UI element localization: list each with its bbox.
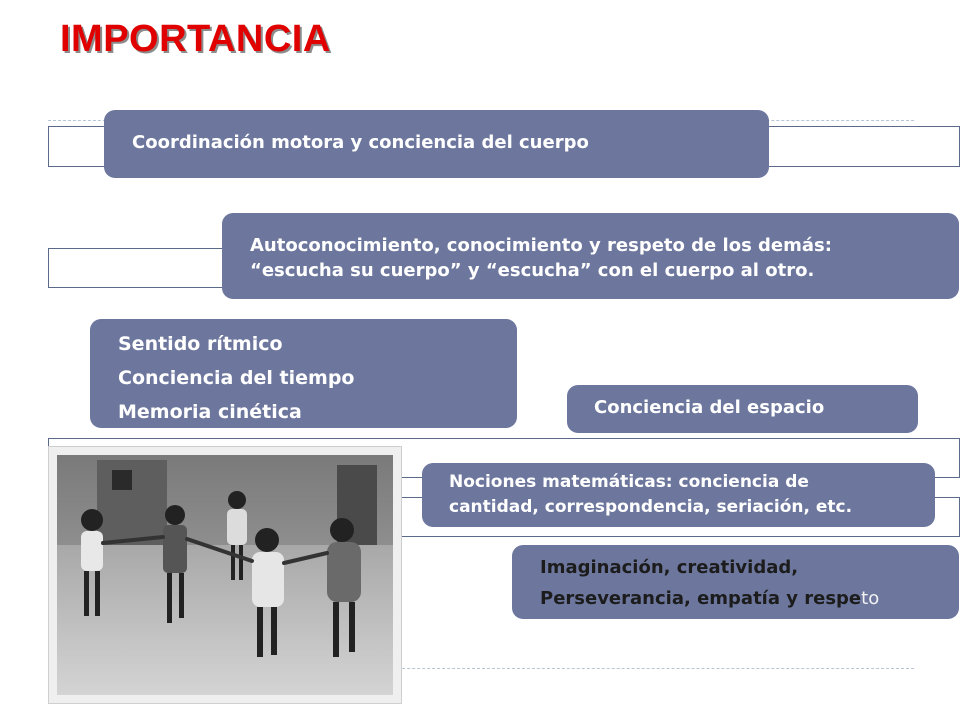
box-coordination xyxy=(104,110,769,178)
imagination-line-2-tail: to xyxy=(861,588,880,609)
rhythm-item-2: Conciencia del tiempo xyxy=(118,367,355,389)
box-rhythm xyxy=(90,319,517,428)
box-self-knowledge xyxy=(222,213,959,299)
photo-illustration xyxy=(57,455,393,695)
imagination-line-2-main: Perseverancia, empatía y respe xyxy=(540,588,862,609)
box-imagination xyxy=(512,545,959,619)
box-space xyxy=(567,385,918,433)
math-line-1: Nociones matemáticas: conciencia de xyxy=(449,472,809,492)
rhythm-item-3: Memoria cinética xyxy=(118,401,302,423)
self-knowledge-line-1: Autoconocimiento, conocimiento y respeto de los demás: xyxy=(250,235,832,256)
box-math xyxy=(422,463,935,527)
space-text: Conciencia del espacio xyxy=(594,397,825,418)
math-line-2: cantidad, correspondencia, seriación, etc. xyxy=(449,497,853,517)
outline-bar-2 xyxy=(48,248,238,288)
page-title: IMPORTANCIA xyxy=(60,18,331,60)
imagination-line-2 xyxy=(540,583,959,614)
imagination-line-1: Imaginación, creatividad, xyxy=(540,557,799,578)
coordination-text: Coordinación motora y conciencia del cuerpo xyxy=(132,132,589,153)
rhythm-item-1: Sentido rítmico xyxy=(118,333,283,355)
children-playing-photo xyxy=(48,446,402,704)
self-knowledge-line-2: “escucha su cuerpo” y “escucha” con el cuerpo al otro. xyxy=(250,260,815,281)
